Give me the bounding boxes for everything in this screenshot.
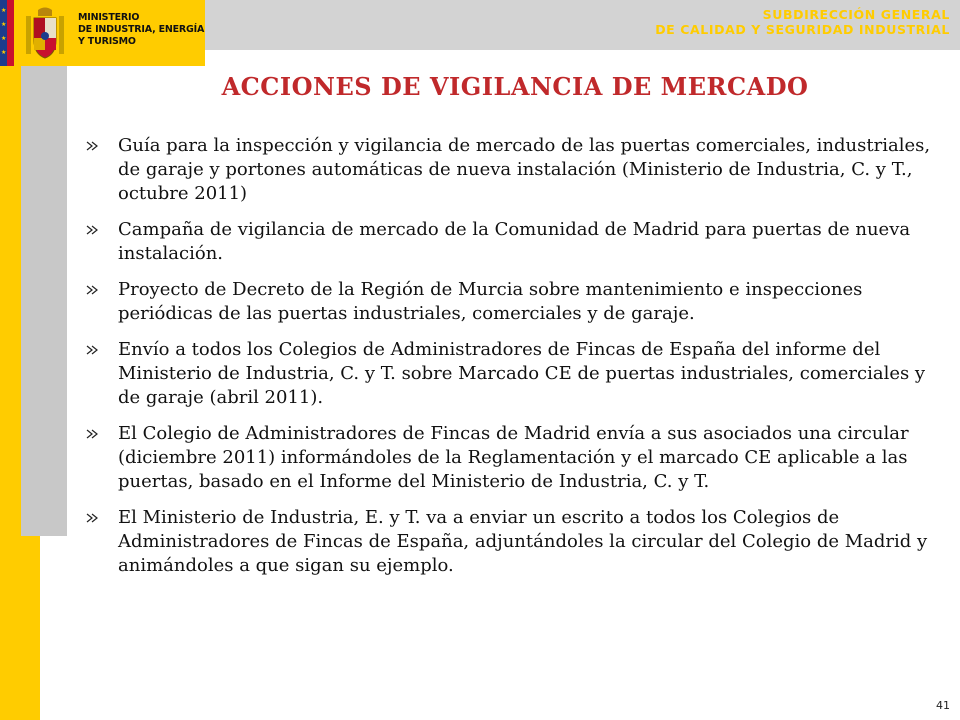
left-gray-bar — [21, 66, 67, 536]
coat-of-arms-icon — [24, 6, 66, 60]
bullet-item — [86, 506, 946, 578]
bullet-text: El Colegio de Administradores de Fincas de Madrid envía a sus asociados una circular (diciembre 2011) informándoles de la Reglamentación y el marcado CE aplicable a las puertas, basado en el Informe del Ministerio de Industria, C. y T. — [118, 423, 909, 492]
arrow-bullet-icon — [86, 285, 100, 295]
arrow-bullet-icon — [86, 225, 100, 235]
bullet-list — [86, 134, 946, 590]
bullet-text: Proyecto de Decreto de la Región de Murcia sobre mantenimiento e inspecciones periódicas de las puertas industriales, comerciales y de garaje. — [118, 279, 863, 324]
subdirectorate-line-2: DE CALIDAD Y SEGURIDAD INDUSTRIAL — [655, 22, 950, 37]
bullet-text: Guía para la inspección y vigilancia de mercado de las puertas comerciales, industriales, de garaje y portones automáticas de nueva instalación (Ministerio de Industria, C. y T., octubre 2011) — [118, 135, 931, 204]
subdirectorate-heading — [655, 7, 950, 37]
ministry-logo — [0, 0, 205, 66]
arrow-bullet-icon — [86, 429, 100, 439]
bullet-item — [86, 338, 946, 410]
ministry-name — [78, 12, 204, 48]
ministry-line-2: DE INDUSTRIA, ENERGÍA — [78, 24, 205, 35]
arrow-bullet-icon — [86, 345, 100, 355]
bullet-item — [86, 134, 946, 206]
arrow-bullet-icon — [86, 513, 100, 523]
eu-flag-icon: ★ ★ ★ ★ — [0, 0, 14, 66]
page-number: 41 — [936, 699, 950, 712]
bullet-item — [86, 422, 946, 494]
bullet-text: Envío a todos los Colegios de Administradores de Fincas de España del informe del Ministerio de Industria, C. y T. sobre Marcado CE de puertas industriales, comerciales y de garaje (abril 2011). — [118, 339, 926, 408]
ministry-line-1: MINISTERIO — [78, 12, 140, 23]
bullet-item — [86, 278, 946, 326]
bullet-item — [86, 218, 946, 266]
arrow-bullet-icon — [86, 141, 100, 151]
subdirectorate-line-1: SUBDIRECCIÓN GENERAL — [762, 7, 950, 22]
ministry-line-3: Y TURISMO — [78, 36, 136, 47]
slide-title: ACCIONES DE VIGILANCIA DE MERCADO — [221, 72, 809, 101]
bullet-text: Campaña de vigilancia de mercado de la Comunidad de Madrid para puertas de nueva instalación. — [118, 219, 911, 264]
bullet-text: El Ministerio de Industria, E. y T. va a enviar un escrito a todos los Colegios de Administradores de Fincas de España, adjuntándoles la circular del Colegio de Madrid y animándoles a que sigan su ejemplo. — [118, 507, 928, 576]
